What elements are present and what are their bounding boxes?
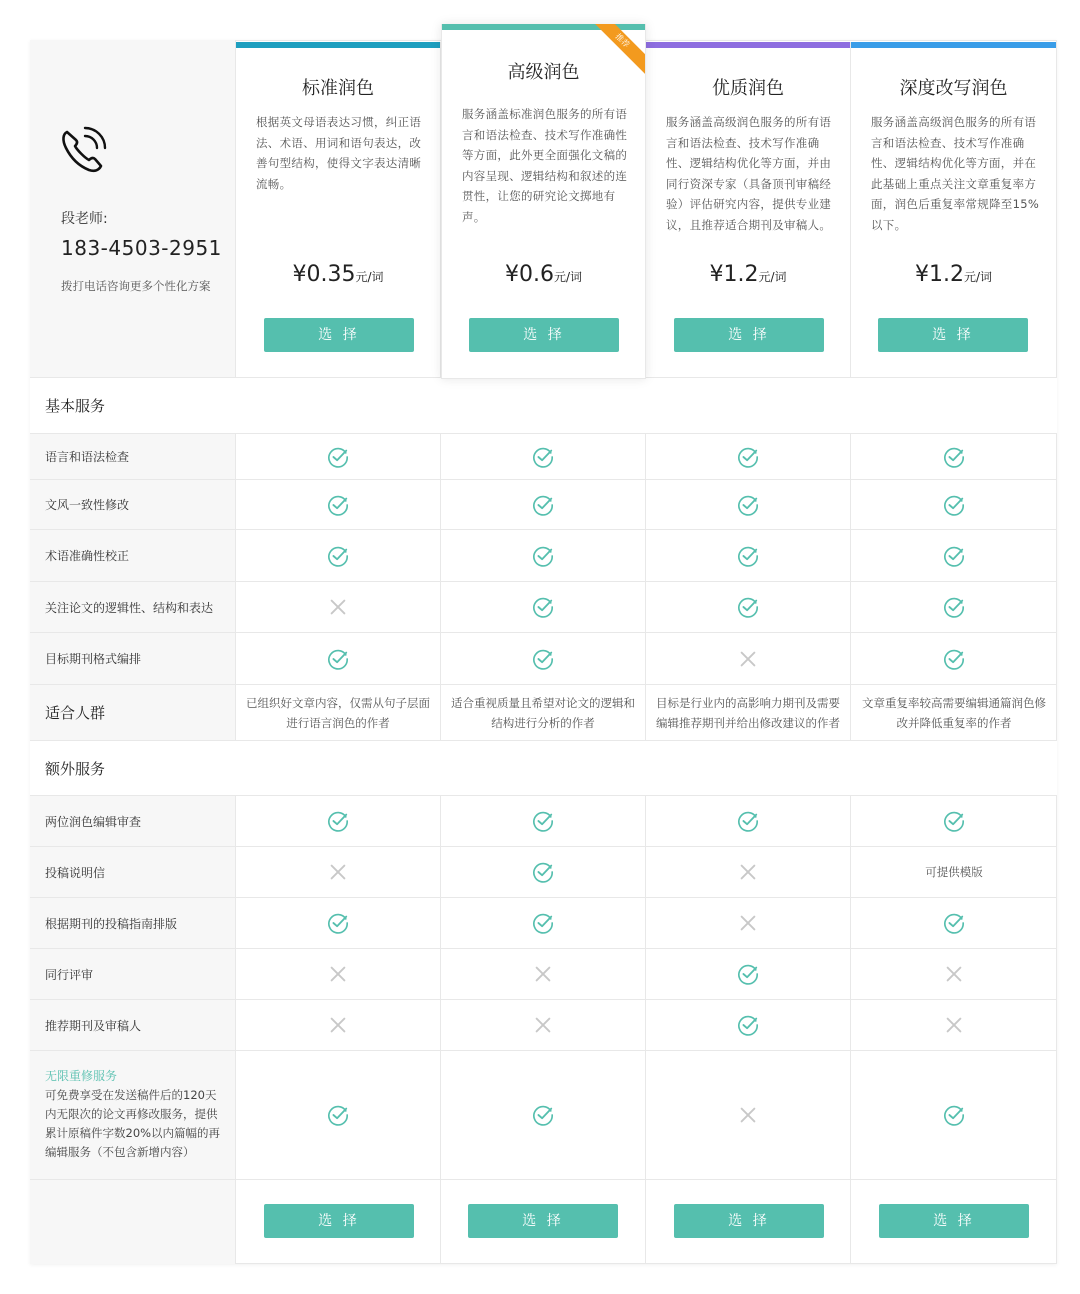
table-cell bbox=[851, 898, 1057, 948]
row-label: 文风一致性修改 bbox=[30, 480, 236, 529]
cross-icon bbox=[327, 1014, 349, 1036]
recommended-badge: 推荐 bbox=[595, 24, 645, 74]
table-cell bbox=[646, 1051, 851, 1179]
check-icon bbox=[737, 963, 759, 985]
check-icon bbox=[943, 648, 965, 670]
cell-text: 目标是行业内的高影响力期刊及需要编辑推荐期刊并给出修改建议的作者 bbox=[656, 695, 840, 730]
table-row-unlimited-revision bbox=[30, 1051, 1057, 1180]
unlimited-service-title: 无限重修服务 bbox=[45, 1069, 118, 1083]
plan-description: 服务涵盖高级润色服务的所有语言和语法检查、技术写作准确性、逻辑结构优化等方面，并在此基础上重点关注文章重复率方面，润色后重复率常规降至15%以下。 bbox=[871, 115, 1040, 232]
cross-icon bbox=[737, 912, 759, 934]
table-cell bbox=[851, 633, 1057, 684]
table-cell bbox=[646, 685, 851, 740]
cross-icon bbox=[327, 861, 349, 883]
check-icon bbox=[943, 1104, 965, 1126]
contact-name: 段老师: bbox=[61, 211, 108, 227]
select-button[interactable]: 选 择 bbox=[674, 1204, 824, 1238]
table-cell bbox=[851, 582, 1057, 632]
table-row bbox=[30, 1000, 1057, 1051]
table-cell bbox=[236, 898, 441, 948]
table-cell bbox=[236, 582, 441, 632]
check-icon bbox=[532, 1104, 554, 1126]
check-icon bbox=[327, 810, 349, 832]
section-title: 额外服务 bbox=[45, 759, 106, 778]
plan-title: 高级润色 bbox=[507, 62, 580, 83]
table-cell bbox=[441, 796, 646, 846]
plan-standard bbox=[236, 42, 441, 378]
cell-text: 已组织好文章内容，仅需从句子层面进行语言润色的作者 bbox=[246, 695, 430, 730]
cell-text: 文章重复率较高需要编辑通篇润色修改并降低重复率的作者 bbox=[862, 695, 1046, 730]
check-icon bbox=[532, 912, 554, 934]
plan-color-bar bbox=[236, 42, 440, 48]
price-amount: ¥1.2 bbox=[914, 262, 964, 287]
table-cell bbox=[646, 530, 851, 581]
check-icon bbox=[737, 810, 759, 832]
table-row bbox=[30, 480, 1057, 530]
table-cell bbox=[441, 434, 646, 479]
cross-icon bbox=[943, 963, 965, 985]
cross-icon bbox=[737, 1104, 759, 1126]
select-button[interactable]: 选 择 bbox=[469, 318, 619, 352]
check-icon bbox=[327, 446, 349, 468]
check-icon bbox=[943, 545, 965, 567]
plan-title: 优质润色 bbox=[712, 78, 784, 99]
table-cell bbox=[441, 530, 646, 581]
row-label: 语言和语法检查 bbox=[30, 434, 236, 479]
table-cell bbox=[441, 685, 646, 740]
table-cell bbox=[236, 949, 441, 999]
table-cell bbox=[236, 1000, 441, 1050]
price-unit: 元/词 bbox=[355, 270, 384, 284]
plan-description: 根据英文母语表达习惯，纠正语法、术语、用词和语句表达，改善句型结构，使得文字表达清晰流畅。 bbox=[256, 115, 422, 191]
plan-description: 服务涵盖标准润色服务的所有语言和语法检查、技术写作准确性等方面，此外更全面强化文稿的内容呈现、逻辑结构和叙述的连贯性，让您的研究论文掷地有声。 bbox=[462, 107, 628, 224]
plan-quality bbox=[646, 42, 851, 378]
table-cell bbox=[646, 949, 851, 999]
section-title: 基本服务 bbox=[45, 397, 106, 415]
table-cell bbox=[441, 1051, 646, 1179]
check-icon bbox=[327, 912, 349, 934]
row-label: 目标期刊格式编排 bbox=[30, 633, 236, 684]
row-label bbox=[30, 1051, 236, 1179]
table-cell bbox=[236, 796, 441, 846]
table-cell bbox=[646, 1000, 851, 1050]
check-icon bbox=[532, 648, 554, 670]
select-button[interactable]: 选 择 bbox=[264, 318, 414, 352]
table-cell bbox=[236, 685, 441, 740]
table-cell bbox=[646, 898, 851, 948]
check-icon bbox=[532, 596, 554, 618]
check-icon bbox=[532, 446, 554, 468]
check-icon bbox=[737, 596, 759, 618]
cross-icon bbox=[943, 1014, 965, 1036]
contact-phone-number[interactable]: 183-4503-2951 bbox=[61, 236, 222, 260]
check-icon bbox=[532, 810, 554, 832]
cross-icon bbox=[327, 596, 349, 618]
table-cell bbox=[441, 898, 646, 948]
plan-description: 服务涵盖高级润色服务的所有语言和语法检查、技术写作准确性、逻辑结构优化等方面，并由同行资深专家（具备顶刊审稿经验）评估研究内容，提供专业建议，且推荐适合期刊及审稿人。 bbox=[666, 115, 832, 232]
table-cell bbox=[646, 582, 851, 632]
table-row bbox=[30, 847, 1057, 898]
table-cell bbox=[851, 949, 1057, 999]
plan-color-bar bbox=[851, 42, 1056, 48]
cross-icon bbox=[737, 861, 759, 883]
price-unit: 元/词 bbox=[963, 270, 993, 284]
table-cell bbox=[646, 434, 851, 479]
check-icon bbox=[737, 545, 759, 567]
cross-icon bbox=[737, 648, 759, 670]
table-cell bbox=[236, 847, 441, 897]
select-button[interactable]: 选 择 bbox=[674, 318, 824, 352]
check-icon bbox=[532, 861, 554, 883]
cell-text: 适合重视质量且希望对论文的逻辑和结构进行分析的作者 bbox=[451, 695, 635, 730]
plan-price bbox=[236, 262, 440, 287]
table-row bbox=[30, 530, 1057, 582]
check-icon bbox=[532, 494, 554, 516]
table-cell bbox=[441, 1000, 646, 1050]
table-cell bbox=[851, 434, 1057, 479]
check-icon bbox=[943, 446, 965, 468]
cell-text: 可提供模版 bbox=[925, 865, 983, 879]
table-row bbox=[30, 434, 1057, 480]
cross-icon bbox=[532, 1014, 554, 1036]
cross-icon bbox=[532, 963, 554, 985]
row-label: 适合人群 bbox=[30, 685, 236, 740]
check-icon bbox=[943, 912, 965, 934]
plan-price bbox=[851, 262, 1056, 287]
table-row bbox=[30, 949, 1057, 1000]
row-label: 根据期刊的投稿指南排版 bbox=[30, 898, 236, 948]
footer-cell bbox=[236, 1180, 441, 1264]
table-cell bbox=[236, 1051, 441, 1179]
footer-label-cell bbox=[30, 1180, 236, 1264]
table-row bbox=[30, 898, 1057, 949]
table-cell bbox=[851, 530, 1057, 581]
check-icon bbox=[532, 545, 554, 567]
select-button[interactable]: 选 择 bbox=[878, 318, 1028, 352]
table-row bbox=[30, 633, 1057, 685]
check-icon bbox=[327, 648, 349, 670]
table-row bbox=[30, 582, 1057, 633]
table-cell bbox=[851, 480, 1057, 529]
table-cell bbox=[646, 796, 851, 846]
plan-title: 深度改写润色 bbox=[899, 78, 1008, 99]
contact-panel bbox=[30, 40, 236, 378]
table-cell bbox=[236, 633, 441, 684]
check-icon bbox=[943, 810, 965, 832]
section-basic-services bbox=[30, 378, 1057, 434]
check-icon bbox=[943, 494, 965, 516]
cross-icon bbox=[327, 963, 349, 985]
table-cell bbox=[441, 480, 646, 529]
table-cell bbox=[851, 1051, 1057, 1179]
plan-color-bar bbox=[646, 42, 850, 48]
table-cell bbox=[851, 1000, 1057, 1050]
footer-select-row bbox=[30, 1180, 1057, 1264]
unlimited-service-description: 可免费享受在发送稿件后的120天内无限次的论文再修改服务，提供累计原稿件字数20%以内篇幅的再编辑服务（不包含新增内容） bbox=[45, 1088, 221, 1159]
row-label: 术语准确性校正 bbox=[30, 530, 236, 581]
table-cell bbox=[851, 847, 1057, 897]
plan-title: 标准润色 bbox=[302, 78, 374, 99]
price-unit: 元/词 bbox=[758, 270, 787, 284]
table-row bbox=[30, 685, 1057, 741]
table-cell bbox=[441, 847, 646, 897]
footer-cell bbox=[646, 1180, 851, 1264]
price-amount: ¥0.35 bbox=[292, 262, 356, 287]
table-cell bbox=[441, 582, 646, 632]
price-amount: ¥1.2 bbox=[709, 262, 759, 287]
table-row bbox=[30, 796, 1057, 847]
price-unit: 元/词 bbox=[553, 270, 583, 284]
row-label: 投稿说明信 bbox=[30, 847, 236, 897]
check-icon bbox=[737, 494, 759, 516]
check-icon bbox=[737, 1014, 759, 1036]
plan-deep-rewrite bbox=[851, 42, 1057, 378]
price-amount: ¥0.6 bbox=[504, 262, 554, 287]
table-cell bbox=[646, 480, 851, 529]
section-extra-services bbox=[30, 741, 1057, 796]
phone-icon bbox=[57, 124, 109, 176]
check-icon bbox=[737, 446, 759, 468]
check-icon bbox=[327, 494, 349, 516]
table-cell bbox=[851, 796, 1057, 846]
check-icon bbox=[943, 596, 965, 618]
table-cell bbox=[851, 685, 1057, 740]
plan-price bbox=[646, 262, 850, 287]
contact-note: 拨打电话咨询更多个性化方案 bbox=[61, 279, 211, 293]
select-button[interactable]: 选 择 bbox=[468, 1204, 618, 1238]
plan-price bbox=[442, 262, 645, 287]
select-button[interactable]: 选 择 bbox=[879, 1204, 1029, 1238]
select-button[interactable]: 选 择 bbox=[264, 1204, 414, 1238]
footer-cell bbox=[851, 1180, 1057, 1264]
table-cell bbox=[441, 633, 646, 684]
footer-cell bbox=[441, 1180, 646, 1264]
table-cell bbox=[236, 530, 441, 581]
table-cell bbox=[646, 633, 851, 684]
table-cell bbox=[236, 434, 441, 479]
table-cell bbox=[646, 847, 851, 897]
row-label: 同行评审 bbox=[30, 949, 236, 999]
table-cell bbox=[236, 480, 441, 529]
row-label: 推荐期刊及审稿人 bbox=[30, 1000, 236, 1050]
check-icon bbox=[327, 1104, 349, 1126]
row-label: 关注论文的逻辑性、结构和表达 bbox=[30, 582, 236, 632]
check-icon bbox=[327, 545, 349, 567]
table-cell bbox=[441, 949, 646, 999]
plan-advanced bbox=[441, 24, 646, 379]
row-label: 两位润色编辑审查 bbox=[30, 796, 236, 846]
